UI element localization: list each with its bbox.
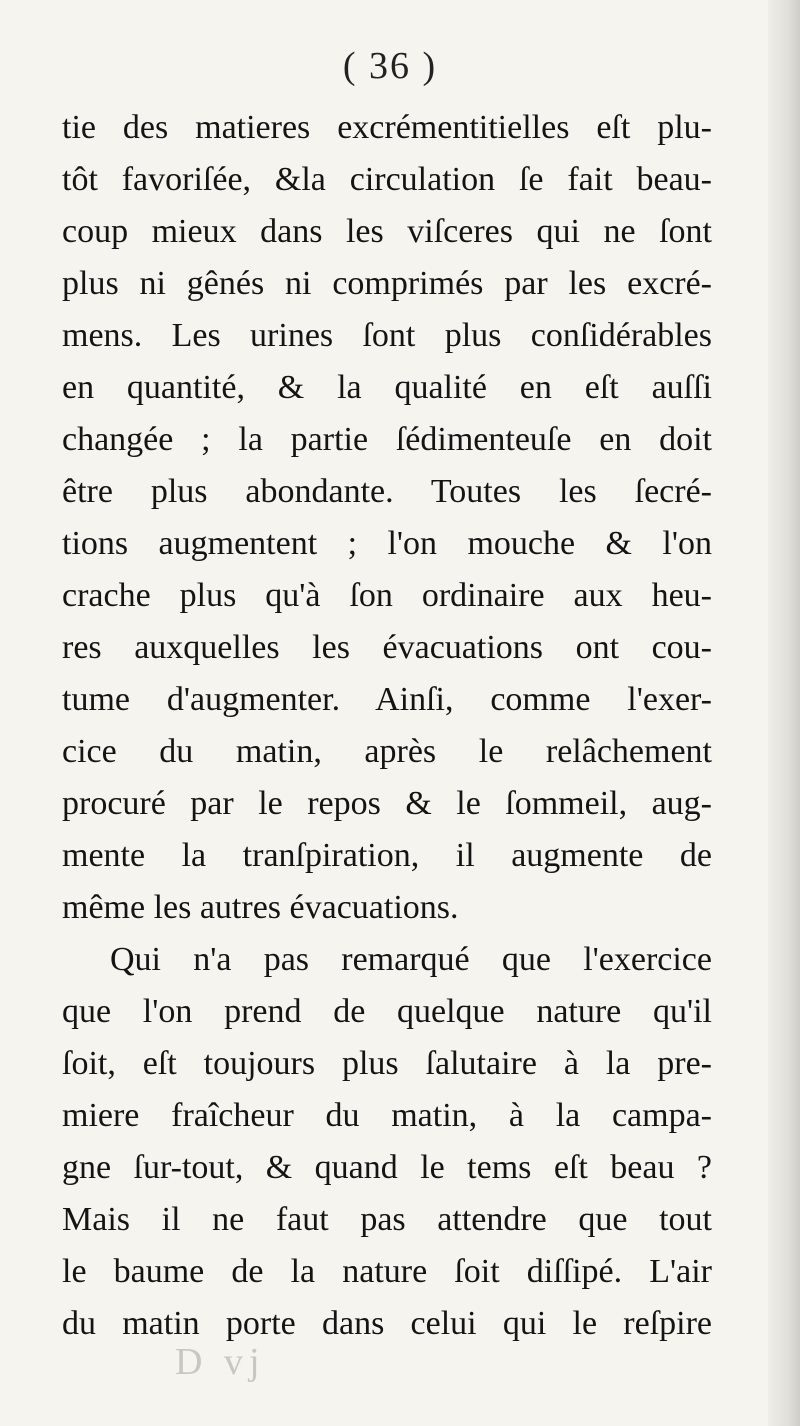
text-line: mens. Les urines ſont plus conſidérables (62, 317, 712, 354)
text-line: procuré par le repos & le ſommeil, aug- (62, 785, 712, 822)
text-line: que l'on prend de quelque nature qu'il (62, 993, 712, 1030)
text-line: coup mieux dans les viſceres qui ne ſont (62, 213, 712, 250)
text-line: ſoit, eſt toujours plus ſalutaire à la pre- (62, 1045, 712, 1082)
text-line-paragraph-start: Qui n'a pas remarqué que l'exercice (110, 941, 712, 978)
text-line: être plus abondante. Toutes les ſecré- (62, 473, 712, 510)
text-line: Mais il ne faut pas attendre que tout (62, 1201, 712, 1238)
text-line: mente la tranſpiration, il augmente de (62, 837, 712, 874)
page-number: ( 36 ) (342, 45, 438, 87)
text-line-paragraph-end: même les autres évacuations. (62, 889, 459, 926)
text-line: en quantité, & la qualité en eſt auſſi (62, 369, 712, 406)
text-line: res auxquelles les évacuations ont cou- (62, 629, 712, 666)
text-line: le baume de la nature ſoit diſſipé. L'air (62, 1253, 712, 1290)
text-line: gne ſur-tout, & quand le tems eſt beau ? (62, 1149, 712, 1186)
signature-mark: D vj (175, 1341, 266, 1383)
text-line: du matin porte dans celui qui le reſpire (62, 1305, 712, 1342)
text-line: cice du matin, après le relâchement (62, 733, 712, 770)
text-line: changée ; la partie ſédimenteuſe en doit (62, 421, 712, 458)
text-line: tôt favoriſée, &la circulation ſe fait beau- (62, 161, 712, 198)
text-line: tie des matieres excrémentitielles eſt plu- (62, 109, 712, 146)
page-edge-shadow (768, 0, 800, 1426)
text-line: miere fraîcheur du matin, à la campa- (62, 1097, 712, 1134)
text-line: crache plus qu'à ſon ordinaire aux heu- (62, 577, 712, 614)
text-line: tume d'augmenter. Ainſi, comme l'exer- (62, 681, 712, 718)
text-line: tions augmentent ; l'on mouche & l'on (62, 525, 712, 562)
text-line: plus ni gênés ni comprimés par les excré- (62, 265, 712, 302)
